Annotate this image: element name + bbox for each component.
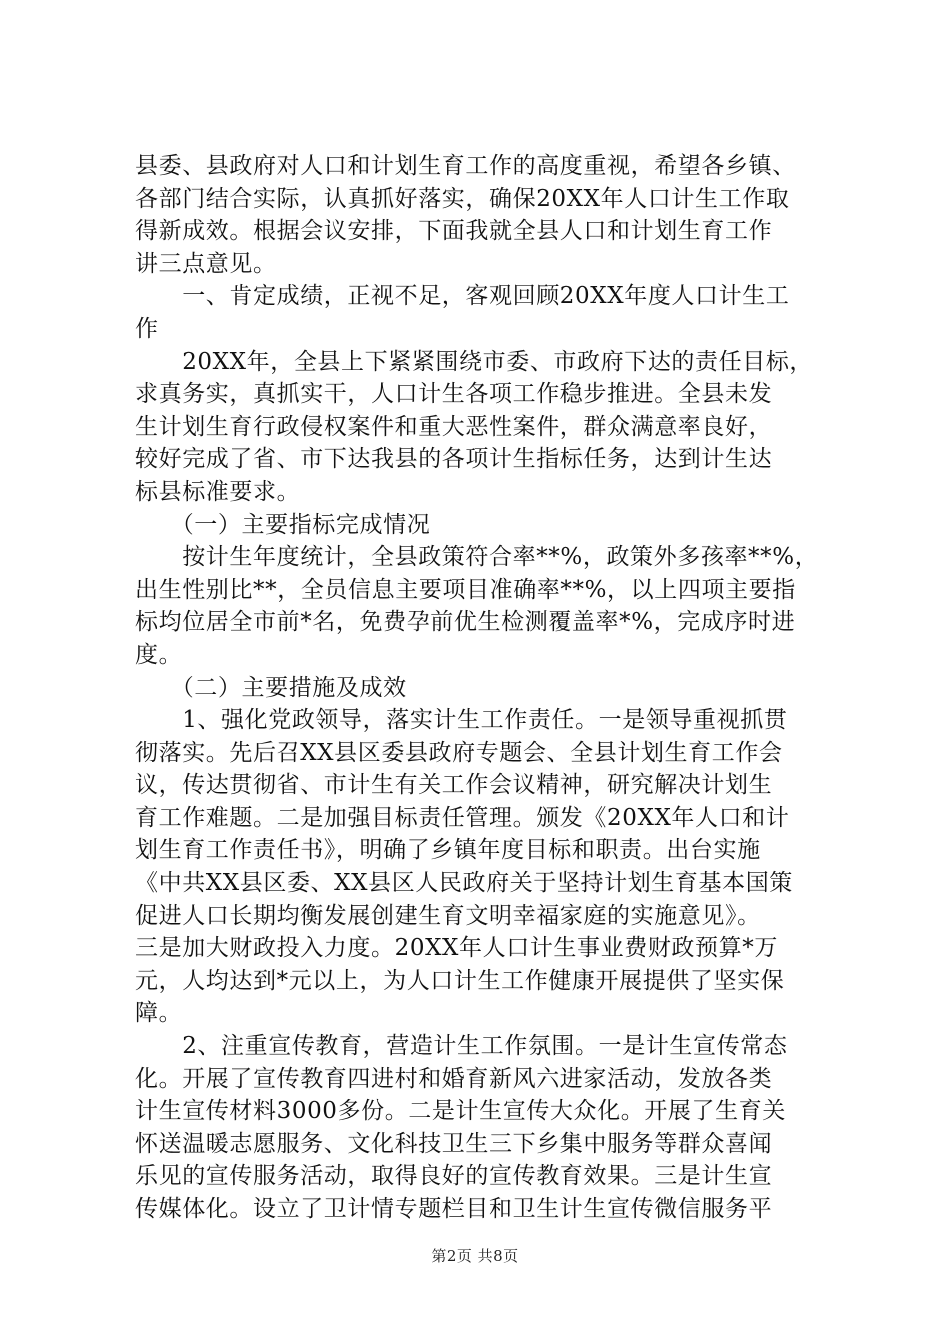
text-line: 标县标准要求。 (135, 478, 301, 505)
text-line: 按计生年度统计，全县政策符合率**%，政策外多孩率**%， (135, 544, 819, 571)
text-line: 度。 (135, 641, 183, 668)
document-body (135, 150, 835, 1226)
text-line: 求真务实，真抓实干，人口计生各项工作稳步推进。全县未发 (135, 381, 773, 408)
text-line: 县委、县政府对人口和计划生育工作的高度重视，希望各乡镇、 (135, 153, 796, 179)
text-line: 得新成效。根据会议安排，下面我就全县人口和计划生育工作 (135, 218, 773, 245)
text-line: 讲三点意见。 (135, 250, 277, 277)
text-line: 彻落实。先后召XX县区委县政府专题会、全县计划生育工作会 (135, 739, 783, 766)
text-line: （二）主要措施及成效 (135, 674, 407, 701)
text-line: 一、肯定成绩，正视不足，客观回顾20XX年度人口计生工 (135, 283, 790, 310)
text-line: 计生宣传材料3000多份。二是计生宣传大众化。开展了生育关 (135, 1098, 786, 1125)
text-line: 育工作难题。二是加强目标责任管理。颁发《20XX年人口和计 (135, 804, 790, 831)
text-line: 乐见的宣传服务活动，取得良好的宣传教育效果。三是计生宣 (135, 1163, 773, 1190)
text-line: 促进人口长期均衡发展创建生育文明幸福家庭的实施意见》。 (135, 902, 761, 929)
text-line: 1、强化党政领导，落实计生工作责任。一是领导重视抓贯 (135, 707, 788, 734)
text-line: 三是加大财政投入力度。20XX年人口计生事业费财政预算*万 (135, 935, 778, 962)
text-line: 化。开展了宣传教育四进村和婚育新风六进家活动，发放各类 (135, 1065, 773, 1092)
text-line: 怀送温暖志愿服务、文化科技卫生三下乡集中服务等群众喜闻 (135, 1130, 773, 1157)
text-line: 传媒体化。设立了卫计情专题栏目和卫生计生宣传微信服务平 (135, 1196, 773, 1222)
text-line: 障。 (135, 1000, 183, 1027)
text-line: 划生育工作责任书》，明确了乡镇年度目标和职责。出台实施 (135, 837, 761, 864)
text-line: 各部门结合实际，认真抓好落实，确保20XX年人口计生工作取 (135, 185, 790, 212)
text-line: 20XX年，全县上下紧紧围绕市委、市政府下达的责任目标， (135, 348, 814, 375)
text-line: （一）主要指标完成情况 (135, 511, 431, 538)
text-line: 作 (135, 315, 159, 342)
text-line: 出生性别比**，全员信息主要项目准确率**%，以上四项主要指 (135, 576, 796, 603)
text-line: 元，人均达到*元以上，为人口计生工作健康开展提供了坚实保 (135, 967, 785, 994)
text-line: 标均位居全市前*名，免费孕前优生检测覆盖率*%，完成序时进 (135, 609, 796, 636)
text-line: 生计划生育行政侵权案件和重大恶性案件，群众满意率良好， (135, 413, 773, 440)
text-line: 议，传达贯彻省、市计生有关工作会议精神，研究解决计划生 (135, 772, 773, 799)
text-line: 《中共XX县区委、XX县区人民政府关于坚持计划生育基本国策 (135, 870, 793, 897)
text-line: 2、注重宣传教育，营造计生工作氛围。一是计生宣传常态 (135, 1033, 788, 1060)
text-line: 较好完成了省、市下达我县的各项计生指标任务，达到计生达 (135, 446, 773, 473)
page-footer: 第2页 共8页 (431, 1247, 519, 1265)
